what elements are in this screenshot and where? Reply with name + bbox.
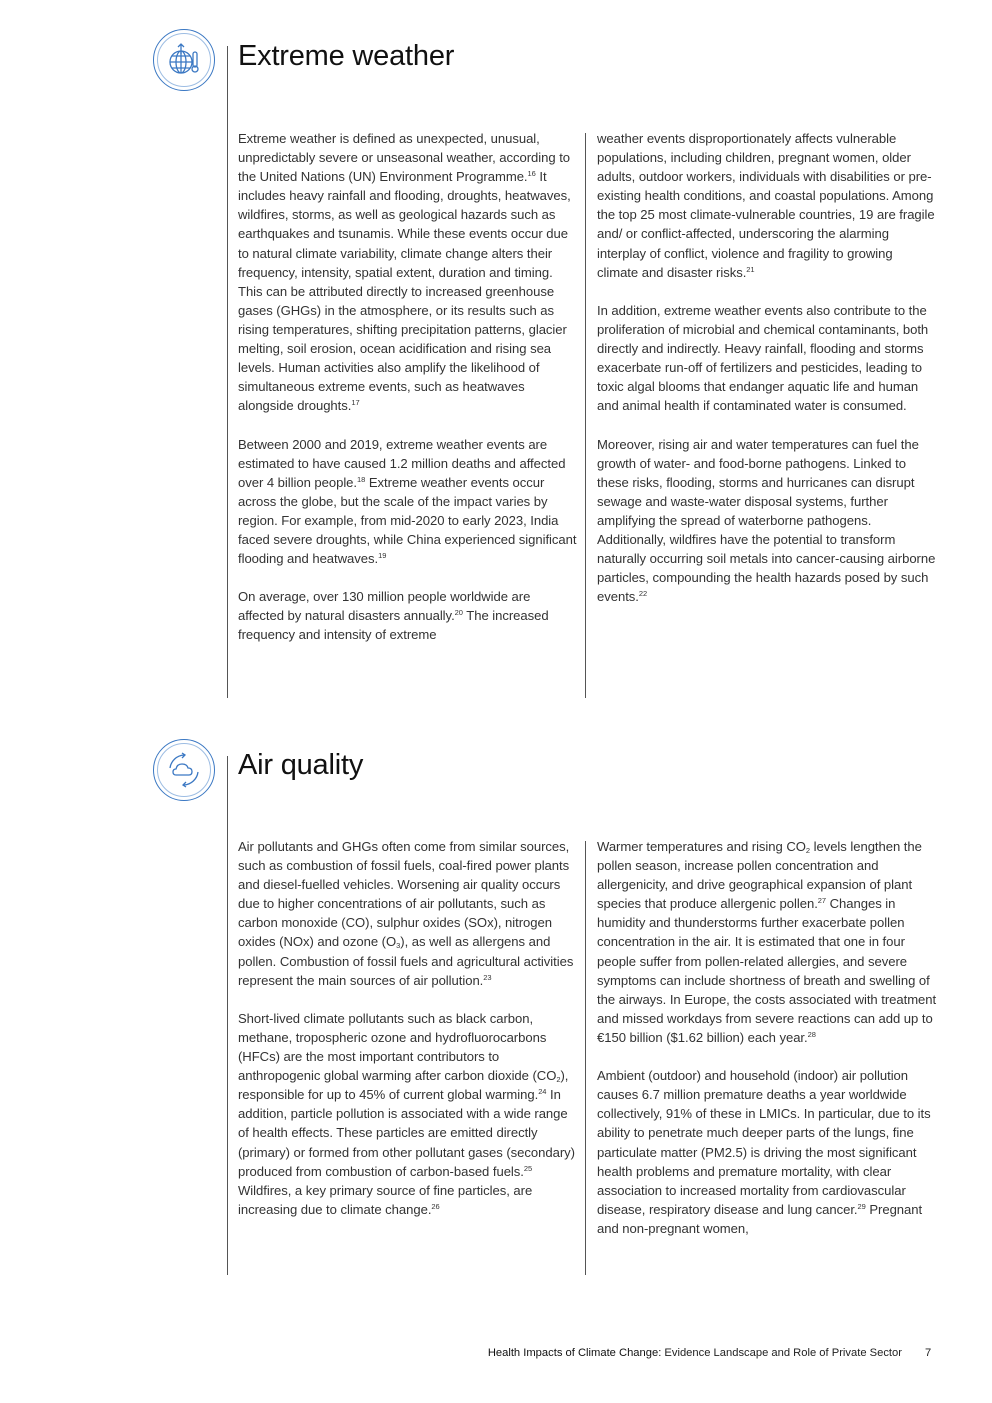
footnote-ref: 25 (523, 1163, 533, 1173)
footnote-ref: 22 (638, 589, 648, 599)
footnote-ref: 27 (817, 896, 827, 906)
paragraph-text: Air pollutants and GHGs often come from similar sources, such as combustion of fossil fuels, coal-fired power plants and diesel-fuelled vehicles. Worsening air quality occurs due to higher concentrations of air pollutants, such as carbon monoxide (CO), sulphur oxides (SOx), nitrogen oxides (NOx) and ozone (O (238, 839, 570, 950)
paragraph (238, 1009, 578, 1219)
section-title: Extreme weather (238, 40, 455, 72)
footnote-ref: 18 (357, 474, 366, 484)
paragraph-text: It includes heavy rainfall and flooding, droughts, heatwaves, wildfires, storms, as well as geological hazards such as earthquakes and tsunamis. While these events occur due to natural climate variability, climate change alters their frequency, intensity, spatial extent, duration and timing. This can be attributed directly to increased greenhouse gases (GHGs) in the atmosphere, or its results such as rising temperatures, shifting precipitation patterns, glacier melting, soil erosion, ocean acidification and rising sea levels. Human activities also amplify the likelihood of simultaneous extreme events, such as heatwaves alongside droughts. (238, 169, 571, 414)
paragraph-text: Extreme weather events occur across the globe, but the scale of the impact varies by region. For example, from mid-2020 to early 2023, India faced severe droughts, while China experienced significant flooding and heatwaves. (238, 474, 577, 567)
paragraph-text: ), as well as allergens and pollen. Combustion of fossil fuels and agricultural activities represent the main sources of air pollution. (238, 934, 574, 988)
subscript: 3 (396, 941, 401, 951)
paragraph-text: In addition, particle pollution is associated with a wide range of health effects. These particles are emitted directly (primary) or formed from other pollutant gases (secondary) produced from combustion of carbon-based fuels. (238, 1087, 575, 1179)
paragraph (597, 1066, 937, 1238)
left-column-text (238, 837, 578, 1219)
paragraph-text: On average, over 130 million people worldwide are affected by natural disasters annually. (238, 589, 531, 624)
section-title: Air quality (238, 749, 364, 781)
paragraph-text: ), responsible for up to 45% of current global warming. (238, 1068, 569, 1103)
footnote-ref: 16 (527, 169, 536, 179)
paragraph-text: Changes in humidity and thunderstorms further exacerbate pollen concentration in the air. It is estimated that one in four people suffer from pollen-related allergies, and severe symptoms can include shortness of breath and swelling of the airways. In Europe, the costs associated with treatment and missed workdays from severe reactions can add up to €150 billion ($1.62 billion) each year. (597, 896, 937, 1045)
paragraph-text: Pregnant and non-pregnant women, (597, 1201, 923, 1236)
footnote-ref: 24 (538, 1087, 547, 1097)
paragraph (597, 837, 937, 1047)
subscript: 2 (805, 846, 811, 855)
footnote-ref: 29 (857, 1201, 866, 1211)
footnote-ref: 19 (378, 551, 387, 561)
paragraph-text: The increased frequency and intensity of extreme (238, 608, 549, 643)
section-divider-line (227, 756, 228, 1275)
footer-title (488, 1347, 902, 1359)
page-number: 7 (925, 1347, 932, 1359)
paragraph-text: Between 2000 and 2019, extreme weather events are estimated to have caused 1.2 million deaths and affected over 4 billion people. (238, 436, 566, 490)
paragraph-text: Warmer temperatures and rising CO (597, 839, 806, 854)
paragraph-text: Short-lived climate pollutants such as black carbon, methane, tropospheric ozone and hydrofluorocarbons (HFCs) are the most important contributors to anthropogenic global warming after carbon dioxide (CO (238, 1010, 557, 1084)
footnote-ref: 20 (454, 608, 463, 618)
right-column-text (597, 837, 937, 1238)
paragraph-text: Ambient (outdoor) and household (indoor) air pollution causes 6.7 million premature deaths a year worldwide collectively, 91% of these in LMICs. In particular, due to its ability to penetrate much deeper parts of the lungs, fine particulate matter (PM2.5) is driving the most significant health problems and premature mortality, with clear association to increased mortality from cardiovascular disease, respiratory disease and lung cancer. (597, 1068, 931, 1217)
footnote-ref: 26 (431, 1201, 440, 1211)
footnote-ref: 28 (807, 1029, 816, 1039)
paragraph-text: In addition, extreme weather events also contribute to the proliferation of microbial and chemical contaminants, both directly and indirectly. Heavy rainfall, flooding and storms exacerbate run-off of fertilizers and pesticides, leading to toxic algal blooms that endanger aquatic life and human and animal health if contaminated water is consumed. (597, 302, 929, 414)
cloud-cycle-icon (153, 739, 215, 801)
paragraph-text: Wildfires, a key primary source of fine particles, are increasing due to climate change. (238, 1182, 533, 1217)
paragraph (238, 837, 578, 990)
paragraph-text: Moreover, rising air and water temperatures can fuel the growth of water- and food-borne pathogens. Linked to these risks, flooding, storms and hurricanes can disrupt sewage and waste-water disposal systems, further amplifying the spread of waterborne pathogens. Additionally, wildfires have the potential to transform naturally occurring soil metals into cancer-causing airborne particles, compounding the health hazards posed by such events. (597, 436, 936, 605)
footer-title-bold: Health Impacts of Climate Change: (487, 1347, 662, 1359)
paragraph-text: weather events disproportionately affects vulnerable populations, including children, pregnant women, older adults, outdoor workers, individuals with disabilities or pre-existing health conditions, and coastal populations. Among the top 25 most climate-vulnerable countries, 19 are fragile and/ or conflict‑affected, underscoring the alarming interplay of conflict, violence and fragility to growing climate and disaster risks. (597, 131, 935, 280)
footnote-ref: 17 (351, 398, 360, 408)
footnote-ref: 23 (483, 972, 492, 982)
footer-title-rest: Evidence Landscape and Role of Private Sector (661, 1347, 902, 1359)
column-divider-line (585, 841, 586, 1275)
subscript: 2 (556, 1075, 561, 1085)
footnote-ref: 21 (746, 264, 755, 274)
paragraph-text: levels lengthen the pollen season, increase pollen concentration and allergenicity, and drive geographical expansion of plant species that produce allergenic pollen. (597, 839, 922, 912)
paragraph-text: Extreme weather is defined as unexpected, unusual, unpredictably severe or unseasonal weather, according to the United Nations (UN) Environment Programme. (238, 131, 571, 185)
